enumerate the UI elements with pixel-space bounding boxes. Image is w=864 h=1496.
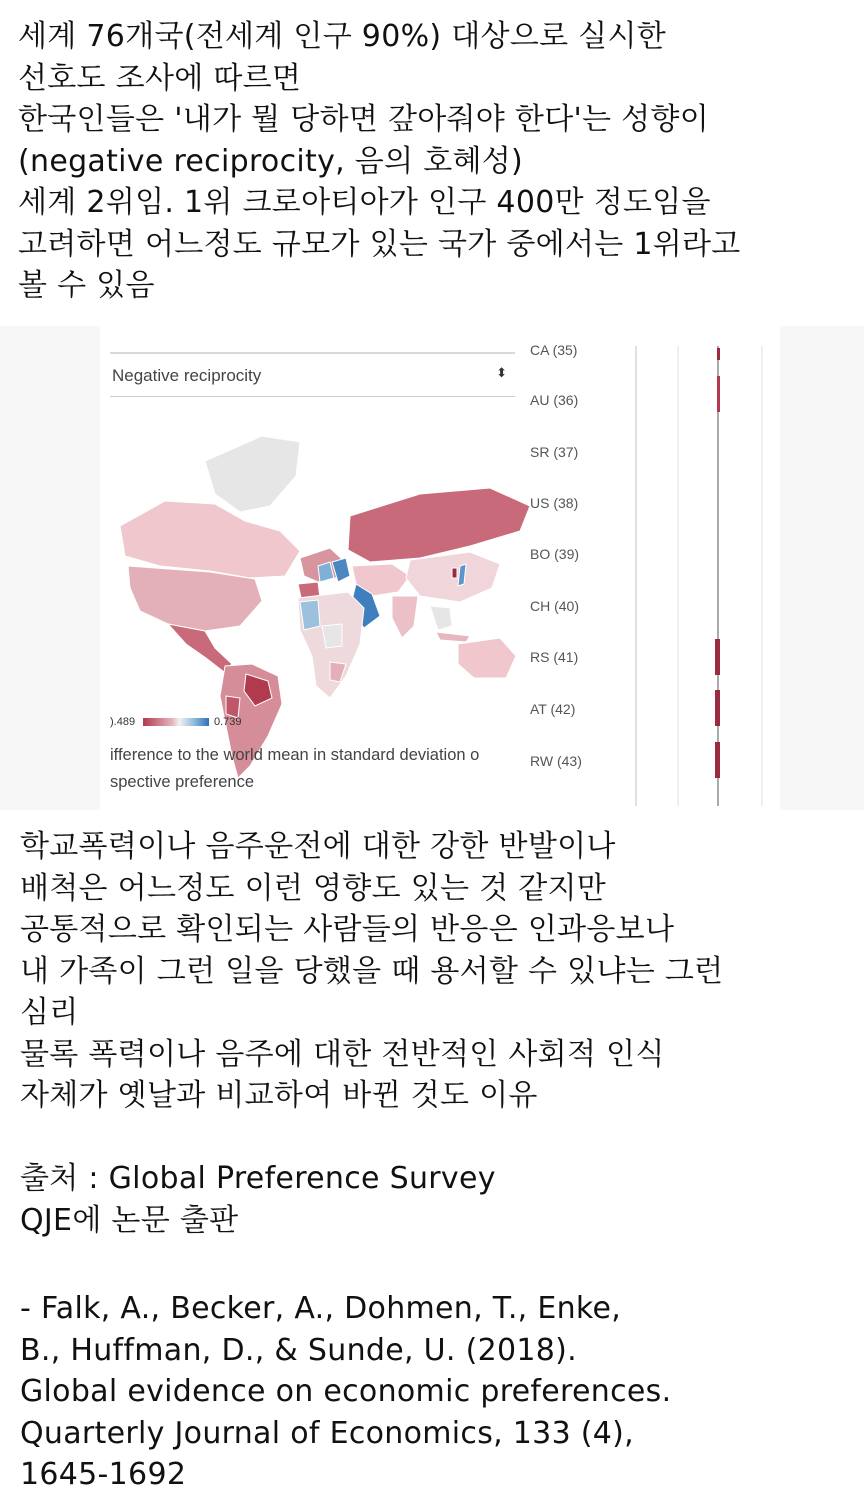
discussion-line: 공통적으로 확인되는 사람들의 반응은 인과응보나 bbox=[20, 912, 675, 947]
rank-label: US (38) bbox=[530, 495, 579, 511]
source-line: QJE에 논문 출판 bbox=[20, 1202, 239, 1238]
dropdown-label: Negative reciprocity bbox=[112, 366, 262, 385]
intro-line: 세계 2위임. 1위 크로아티아가 인구 400만 정도임을 bbox=[18, 185, 711, 220]
legend-max-value: 0.739 bbox=[214, 716, 242, 728]
citation-line: Global evidence on economic preferences. bbox=[20, 1374, 672, 1409]
rank-bar bbox=[717, 348, 720, 360]
rank-label: CH (40) bbox=[530, 598, 580, 614]
preference-dropdown[interactable] bbox=[110, 352, 515, 397]
legend-caption-line: ifference to the world mean in standard deviation o bbox=[110, 746, 480, 764]
source-line: 출처 : Global Preference Survey bbox=[20, 1161, 496, 1196]
citation-line: 1645-1692 bbox=[20, 1457, 187, 1492]
intro-line: 볼 수 있음 bbox=[18, 268, 155, 303]
figure-graphics bbox=[0, 326, 864, 810]
rank-label: AT (42) bbox=[530, 701, 576, 717]
discussion-text bbox=[20, 826, 723, 1117]
intro-line: 선호도 조사에 따르면 bbox=[18, 60, 302, 96]
rank-bar bbox=[715, 690, 720, 726]
discussion-line: 자체가 옛날과 비교하여 바뀐 것도 이유 bbox=[20, 1078, 538, 1113]
intro-text bbox=[18, 16, 741, 307]
rank-bar bbox=[715, 742, 720, 778]
citation-line: Quarterly Journal of Economics, 133 (4), bbox=[20, 1415, 635, 1451]
rank-bar bbox=[715, 639, 720, 675]
intro-line: 한국인들은 '내가 뭘 당하면 갚아줘야 한다'는 성향이 bbox=[18, 102, 709, 137]
rank-label: CA (35) bbox=[530, 342, 578, 358]
discussion-line: 배척은 어느정도 이런 영향도 있는 것 같지만 bbox=[20, 870, 607, 906]
sort-arrows-icon[interactable]: ⬍ bbox=[496, 366, 507, 381]
source-text bbox=[20, 1158, 496, 1241]
rank-label: RS (41) bbox=[530, 649, 579, 665]
discussion-line: 내 가족이 그런 일을 당했을 때 용서할 수 있냐는 그런 bbox=[20, 953, 724, 989]
discussion-line: 심리 bbox=[20, 995, 79, 1030]
citation-line: - Falk, A., Becker, A., Dohmen, T., Enke, bbox=[20, 1291, 622, 1326]
citation-text bbox=[20, 1288, 671, 1496]
rank-label: RW (43) bbox=[530, 753, 582, 769]
citation-line: B., Huffman, D., & Sunde, U. (2018). bbox=[20, 1332, 577, 1368]
legend-caption-line: spective preference bbox=[110, 773, 254, 791]
legend-min-value: ).489 bbox=[110, 716, 136, 728]
discussion-line: 학교폭력이나 음주운전에 대한 강한 반발이나 bbox=[20, 829, 616, 864]
intro-line: 세계 76개국(전세계 인구 90%) 대상으로 실시한 bbox=[18, 19, 667, 54]
preference-survey-figure bbox=[0, 326, 864, 810]
rank-label: SR (37) bbox=[530, 444, 579, 460]
intro-line: (negative reciprocity, 음의 호혜성) bbox=[18, 143, 524, 179]
rank-bar bbox=[717, 376, 720, 412]
rank-label: AU (36) bbox=[530, 392, 579, 408]
intro-line: 고려하면 어느정도 규모가 있는 국가 중에서는 1위라고 bbox=[18, 226, 741, 262]
legend-color-scale bbox=[143, 718, 209, 726]
discussion-line: 물록 폭력이나 음주에 대한 전반적인 사회적 인식 bbox=[20, 1036, 665, 1072]
rank-label: BO (39) bbox=[530, 546, 580, 562]
